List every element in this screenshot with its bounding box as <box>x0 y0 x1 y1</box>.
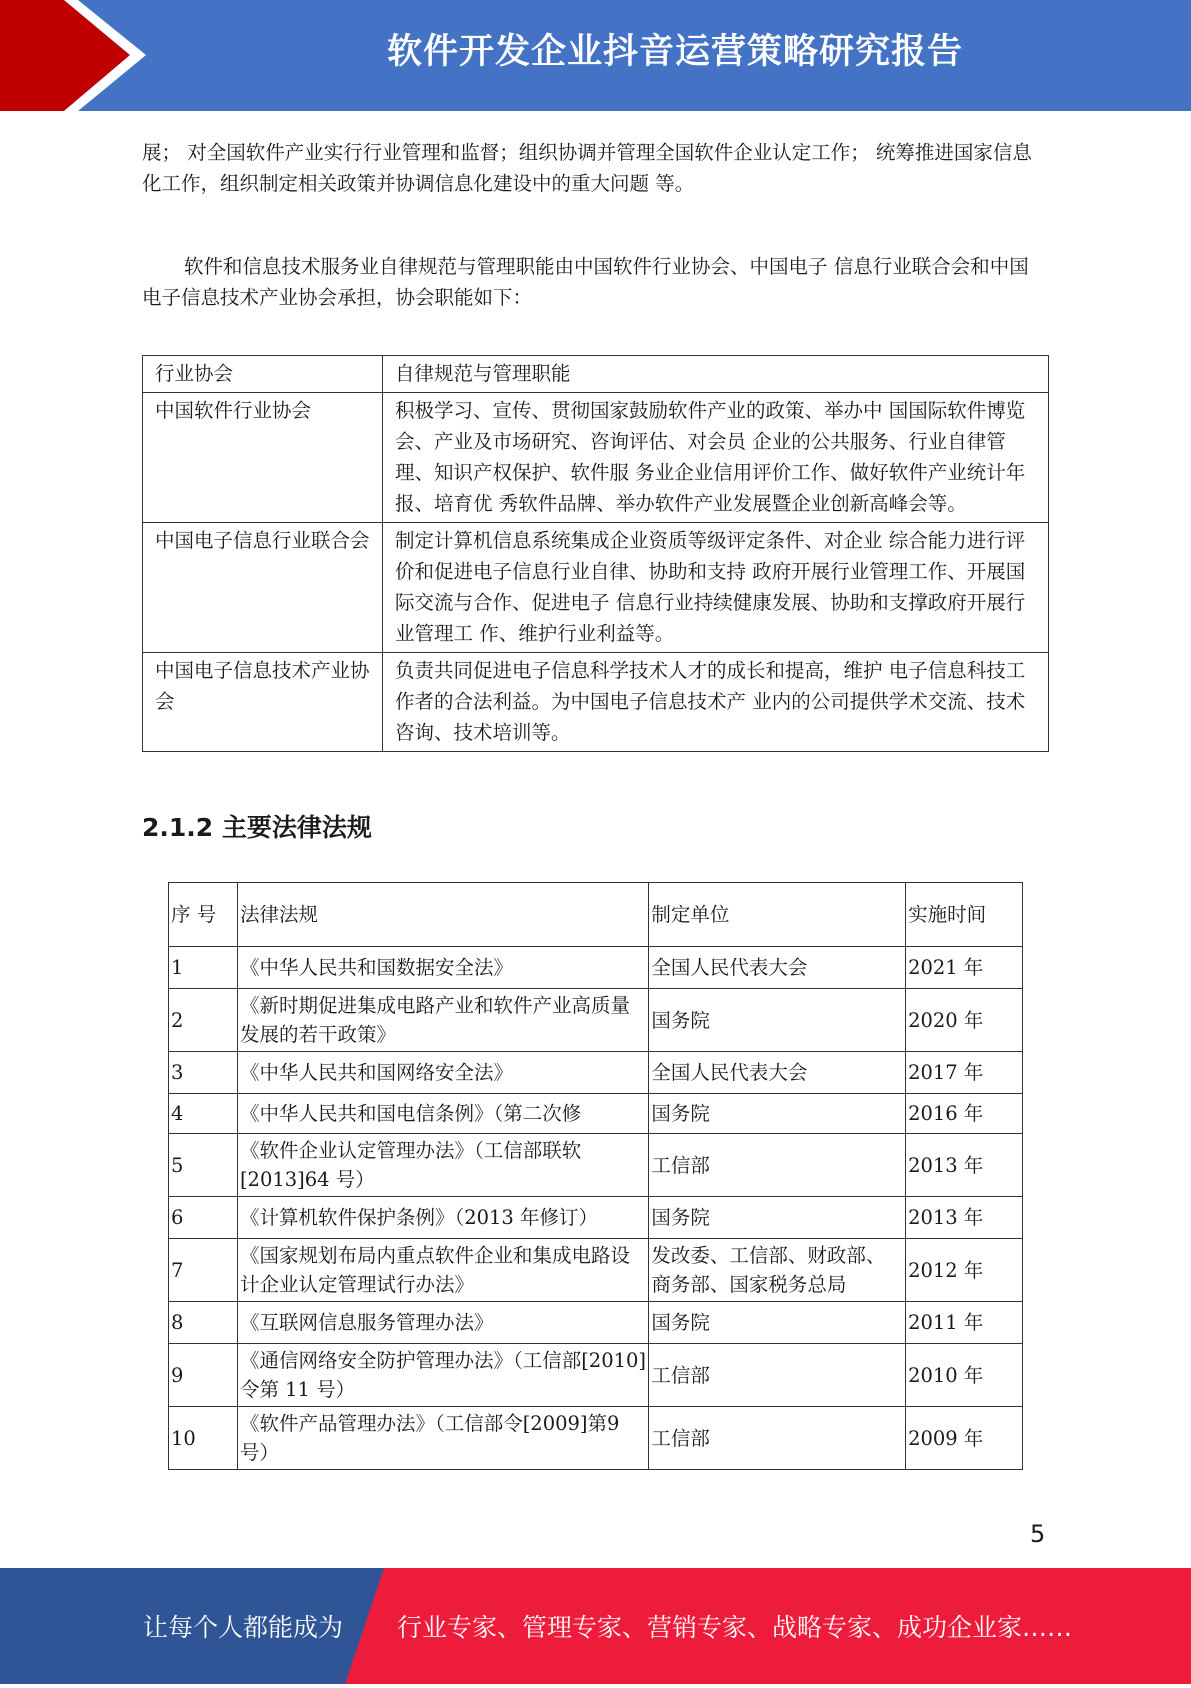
table-row <box>169 947 1023 989</box>
law-number: 7 <box>169 1239 238 1302</box>
table-row <box>169 1407 1023 1470</box>
law-issuer: 国务院 <box>649 1197 906 1239</box>
association-name: 中国电子信息行业联合会 <box>143 523 383 653</box>
table-row <box>169 1302 1023 1344</box>
association-table <box>142 355 1049 752</box>
table-header-cell: 法律法规 <box>237 883 648 947</box>
page-header <box>0 0 1191 111</box>
law-issuer: 国务院 <box>649 1094 906 1134</box>
law-issuer: 工信部 <box>649 1134 906 1197</box>
footer-slogan-right: 行业专家、管理专家、营销专家、战略专家、成功企业家…… <box>397 1613 1073 1642</box>
law-number: 9 <box>169 1344 238 1407</box>
law-issuer: 全国人民代表大会 <box>649 1052 906 1094</box>
law-name: 《计算机软件保护条例》（2013 年修订） <box>237 1197 648 1239</box>
law-name: 《软件企业认定管理办法》（工信部联软[2013]64 号） <box>237 1134 648 1197</box>
law-date: 2017 年 <box>906 1052 1023 1094</box>
report-title: 软件开发企业抖音运营策略研究报告 <box>386 32 963 72</box>
law-name: 《新时期促进集成电路产业和软件产业高质量发展的若干政策》 <box>237 989 648 1052</box>
association-duties: 积极学习、宣传、贯彻国家鼓励软件产业的政策、举办中 国国际软件博览会、产业及市场研究、咨询评估、对会员 企业的公共服务、行业自律管理、知识产权保护、软件服 务业企业信用评价工作、做好软件产业统计年报、培育优 秀软件品牌、举办软件产业发展暨企业创新高峰会等。 <box>383 393 1049 523</box>
table-header-row <box>143 356 1049 393</box>
table-header-cell: 制定单位 <box>649 883 906 947</box>
law-date: 2010 年 <box>906 1344 1023 1407</box>
law-date: 2021 年 <box>906 947 1023 989</box>
law-name: 《中华人民共和国电信条例》（第二次修 <box>239 1102 582 1125</box>
law-date: 2009 年 <box>906 1407 1023 1470</box>
table-header-cell: 实施时间 <box>906 883 1023 947</box>
table-row <box>169 1052 1023 1094</box>
table-row <box>169 1134 1023 1197</box>
law-name: 《软件产品管理办法》（工信部令[2009]第9 号） <box>237 1407 648 1470</box>
law-date: 2012 年 <box>906 1239 1023 1302</box>
law-issuer: 国务院 <box>649 989 906 1052</box>
table-row <box>143 653 1049 752</box>
table-header-cell: 序 号 <box>169 883 238 947</box>
table-row <box>143 393 1049 523</box>
association-duties: 制定计算机信息系统集成企业资质等级评定条件、对企业 综合能力进行评价和促进电子信息行业自律、协助和支持 政府开展行业管理工作、开展国际交流与合作、促进电子 信息行业持续健康发展、协助和支撑政府开展行业管理工 作、维护行业利益等。 <box>383 523 1049 653</box>
law-number: 6 <box>169 1197 238 1239</box>
law-name: 《互联网信息服务管理办法》 <box>237 1302 648 1344</box>
law-date: 2011 年 <box>906 1302 1023 1344</box>
law-number: 10 <box>169 1407 238 1470</box>
law-issuer: 全国人民代表大会 <box>649 947 906 989</box>
page-number: 5 <box>1030 1520 1046 1548</box>
law-name-cell <box>237 1094 648 1134</box>
law-date: 2020 年 <box>906 989 1023 1052</box>
table-row <box>169 1094 1023 1134</box>
laws-table <box>168 882 1023 1470</box>
law-number: 3 <box>169 1052 238 1094</box>
law-number: 2 <box>169 989 238 1052</box>
table-header-row <box>169 883 1023 947</box>
law-date: 2016 年 <box>906 1094 1023 1134</box>
table-row <box>169 1344 1023 1407</box>
law-date: 2013 年 <box>906 1134 1023 1197</box>
table-row <box>169 1197 1023 1239</box>
table-row <box>143 523 1049 653</box>
law-number: 1 <box>169 947 238 989</box>
law-issuer: 工信部 <box>649 1344 906 1407</box>
body-paragraph: 展； 对全国软件产业实行行业管理和监督；组织协调并管理全国软件企业认定工作； 统筹推进国家信息化工作，组织制定相关政策并协调信息化建设中的重大问题 等。 <box>142 141 1032 195</box>
law-name: 《通信网络安全防护管理办法》（工信部[2010]令第 11 号） <box>237 1344 648 1407</box>
footer-slogan-left: 让每个人都能成为 <box>143 1613 344 1642</box>
law-name: 《国家规划布局内重点软件企业和集成电路设计企业认定管理试行办法》 <box>237 1239 648 1302</box>
body-paragraph: 软件和信息技术服务业自律规范与管理职能由中国软件行业协会、中国电子 信息行业联合会和中国电子信息技术产业协会承担，协会职能如下： <box>142 255 1029 309</box>
law-issuer: 工信部 <box>649 1407 906 1470</box>
law-number: 5 <box>169 1134 238 1197</box>
table-row <box>169 1239 1023 1302</box>
law-issuer: 国务院 <box>649 1302 906 1344</box>
law-number: 4 <box>169 1094 238 1134</box>
section-heading: 2.1.2 主要法律法规 <box>142 813 372 842</box>
table-header-cell: 行业协会 <box>143 356 383 393</box>
law-name: 《中华人民共和国网络安全法》 <box>237 1052 648 1094</box>
table-row <box>169 989 1023 1052</box>
law-name: 《中华人民共和国数据安全法》 <box>237 947 648 989</box>
page-footer <box>0 1568 1191 1684</box>
association-name: 中国电子信息技术产业协会 <box>143 653 383 752</box>
association-duties: 负责共同促进电子信息科学技术人才的成长和提高，维护 电子信息科技工作者的合法利益。为中国电子信息技术产 业内的公司提供学术交流、技术咨询、技术培训等。 <box>383 653 1049 752</box>
table-header-cell: 自律规范与管理职能 <box>383 356 1049 393</box>
header-arrow-graphic <box>0 0 260 111</box>
law-number: 8 <box>169 1302 238 1344</box>
association-name: 中国软件行业协会 <box>143 393 383 523</box>
law-issuer: 发改委、工信部、财政部、商务部、国家税务总局 <box>649 1239 906 1302</box>
law-date: 2013 年 <box>906 1197 1023 1239</box>
